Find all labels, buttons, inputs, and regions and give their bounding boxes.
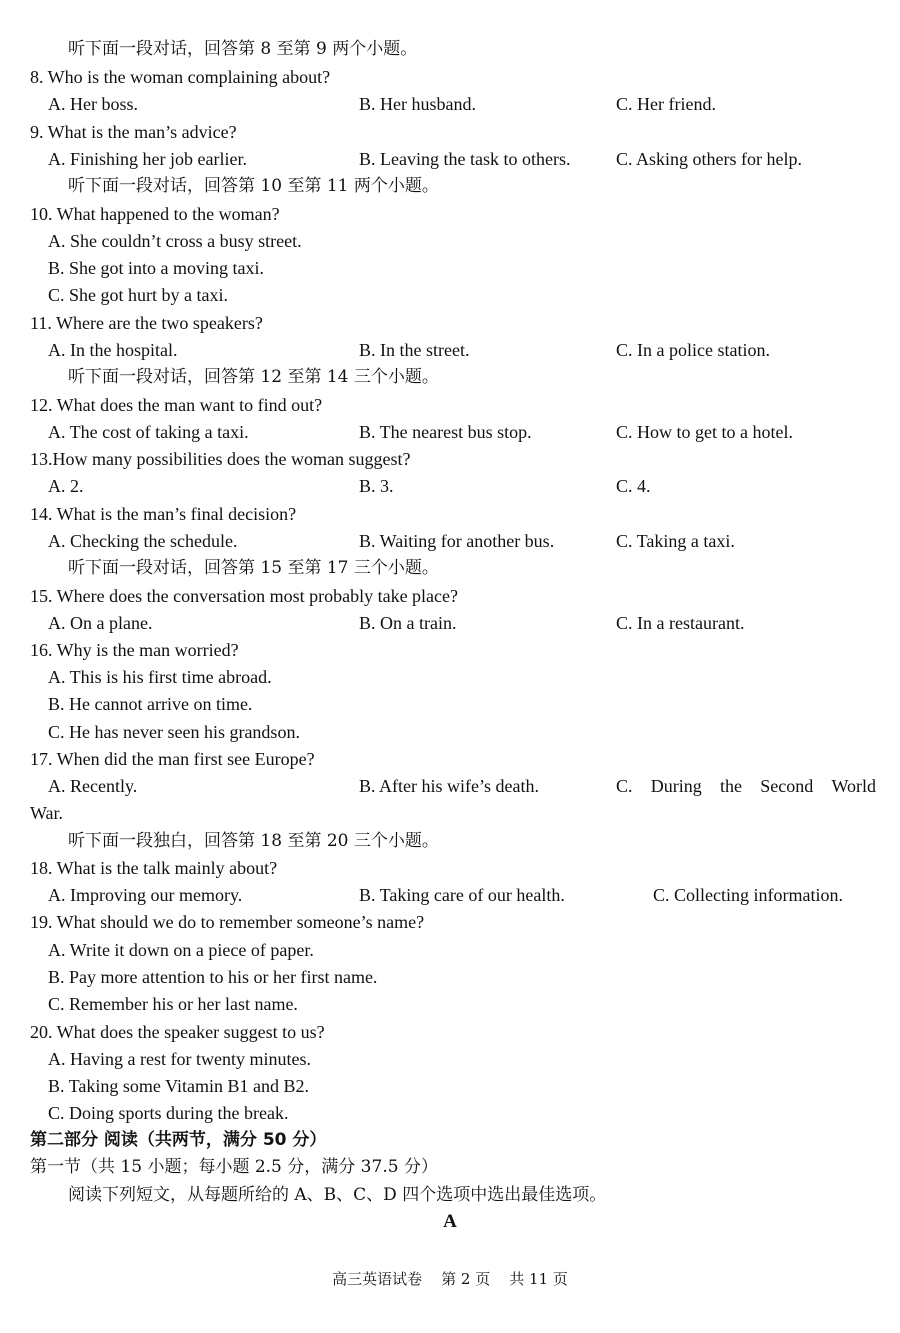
part-two-heading: 第二部分 阅读（共两节，满分 50 分） bbox=[30, 1130, 327, 1150]
q10-option-c: C. She got hurt by a taxi. bbox=[48, 285, 228, 305]
q17-option-c-word: During bbox=[650, 776, 702, 796]
q16-option-c: C. He has never seen his grandson. bbox=[48, 722, 300, 742]
q17-option-c-word: World bbox=[831, 776, 876, 796]
section-intro-8-9: 听下面一段对话，回答第 8 至第 9 两个小题。 bbox=[68, 39, 418, 59]
question-9: 9. What is the man’s advice? bbox=[30, 122, 237, 142]
q19-option-c: C. Remember his or her last name. bbox=[48, 994, 298, 1014]
q12-option-b: B. The nearest bus stop. bbox=[359, 422, 532, 442]
question-15: 15. Where does the conversation most probably take place? bbox=[30, 586, 459, 606]
q10-option-a: A. She couldn’t cross a busy street. bbox=[48, 231, 302, 251]
q10-option-b: B. She got into a moving taxi. bbox=[48, 258, 264, 278]
q12-option-a: A. The cost of taking a taxi. bbox=[48, 422, 249, 442]
question-11: 11. Where are the two speakers? bbox=[30, 313, 263, 333]
page-footer: 高三英语试卷 第 2 页 共 11 页 bbox=[332, 1270, 568, 1288]
q16-option-a: A. This is his first time abroad. bbox=[48, 667, 272, 687]
q17-option-c-word: Second bbox=[760, 776, 814, 796]
q17-option-c-word: the bbox=[719, 776, 742, 796]
q20-option-b: B. Taking some Vitamin B1 and B2. bbox=[48, 1076, 309, 1096]
question-12: 12. What does the man want to find out? bbox=[30, 395, 323, 415]
question-17: 17. When did the man first see Europe? bbox=[30, 749, 315, 769]
question-20: 20. What does the speaker suggest to us? bbox=[30, 1022, 325, 1042]
question-16: 16. Why is the man worried? bbox=[30, 640, 239, 660]
q8-option-b: B. Her husband. bbox=[359, 94, 476, 114]
question-8: 8. Who is the woman complaining about? bbox=[30, 67, 331, 87]
q9-option-a: A. Finishing her job earlier. bbox=[48, 149, 247, 169]
question-10: 10. What happened to the woman? bbox=[30, 204, 280, 224]
section-intro-10-11: 听下面一段对话，回答第 10 至第 11 两个小题。 bbox=[68, 176, 439, 196]
q20-option-c: C. Doing sports during the break. bbox=[48, 1103, 289, 1123]
section-one-heading: 第一节（共 15 小题；每小题 2.5 分，满分 37.5 分） bbox=[30, 1157, 438, 1177]
q15-option-b: B. On a train. bbox=[359, 613, 457, 633]
q11-option-c: C. In a police station. bbox=[616, 340, 770, 360]
q17-option-b: B. After his wife’s death. bbox=[359, 776, 539, 796]
question-14: 14. What is the man’s final decision? bbox=[30, 504, 297, 524]
q14-option-b: B. Waiting for another bus. bbox=[359, 531, 555, 551]
q11-option-a: A. In the hospital. bbox=[48, 340, 178, 360]
q20-option-a: A. Having a rest for twenty minutes. bbox=[48, 1049, 311, 1069]
q17-option-c-word: C. bbox=[616, 776, 633, 796]
q15-option-a: A. On a plane. bbox=[48, 613, 153, 633]
question-18: 18. What is the talk mainly about? bbox=[30, 858, 278, 878]
section-intro-18-20: 听下面一段独白，回答第 18 至第 20 三个小题。 bbox=[68, 831, 439, 851]
q18-option-a: A. Improving our memory. bbox=[48, 885, 243, 905]
q8-option-a: A. Her boss. bbox=[48, 94, 138, 114]
q13-option-a: A. 2. bbox=[48, 476, 84, 496]
q17-option-a: A. Recently. bbox=[48, 776, 138, 796]
q17-option-c bbox=[616, 775, 876, 797]
q9-option-c: C. Asking others for help. bbox=[616, 149, 802, 169]
q8-option-c: C. Her friend. bbox=[616, 94, 716, 114]
question-13: 13.How many possibilities does the woman suggest? bbox=[30, 449, 411, 469]
q15-option-c: C. In a restaurant. bbox=[616, 613, 745, 633]
q11-option-b: B. In the street. bbox=[359, 340, 470, 360]
question-19: 19. What should we do to remember someone’s name? bbox=[30, 912, 425, 932]
section-intro-12-14: 听下面一段对话，回答第 12 至第 14 三个小题。 bbox=[68, 367, 439, 387]
q18-option-c: C. Collecting information. bbox=[653, 885, 843, 905]
section-intro-15-17: 听下面一段对话，回答第 15 至第 17 三个小题。 bbox=[68, 558, 439, 578]
q12-option-c: C. How to get to a hotel. bbox=[616, 422, 793, 442]
reading-instruction: 阅读下列短文，从每题所给的 A、B、C、D 四个选项中选出最佳选项。 bbox=[68, 1185, 607, 1205]
q17-option-c-continued: War. bbox=[30, 803, 64, 823]
q16-option-b: B. He cannot arrive on time. bbox=[48, 694, 253, 714]
q14-option-a: A. Checking the schedule. bbox=[48, 531, 238, 551]
q13-option-b: B. 3. bbox=[359, 476, 394, 496]
q9-option-b: B. Leaving the task to others. bbox=[359, 149, 571, 169]
q19-option-b: B. Pay more attention to his or her first name. bbox=[48, 967, 378, 987]
q13-option-c: C. 4. bbox=[616, 476, 651, 496]
q19-option-a: A. Write it down on a piece of paper. bbox=[48, 940, 314, 960]
passage-label: A bbox=[443, 1211, 457, 1232]
q14-option-c: C. Taking a taxi. bbox=[616, 531, 735, 551]
q18-option-b: B. Taking care of our health. bbox=[359, 885, 565, 905]
